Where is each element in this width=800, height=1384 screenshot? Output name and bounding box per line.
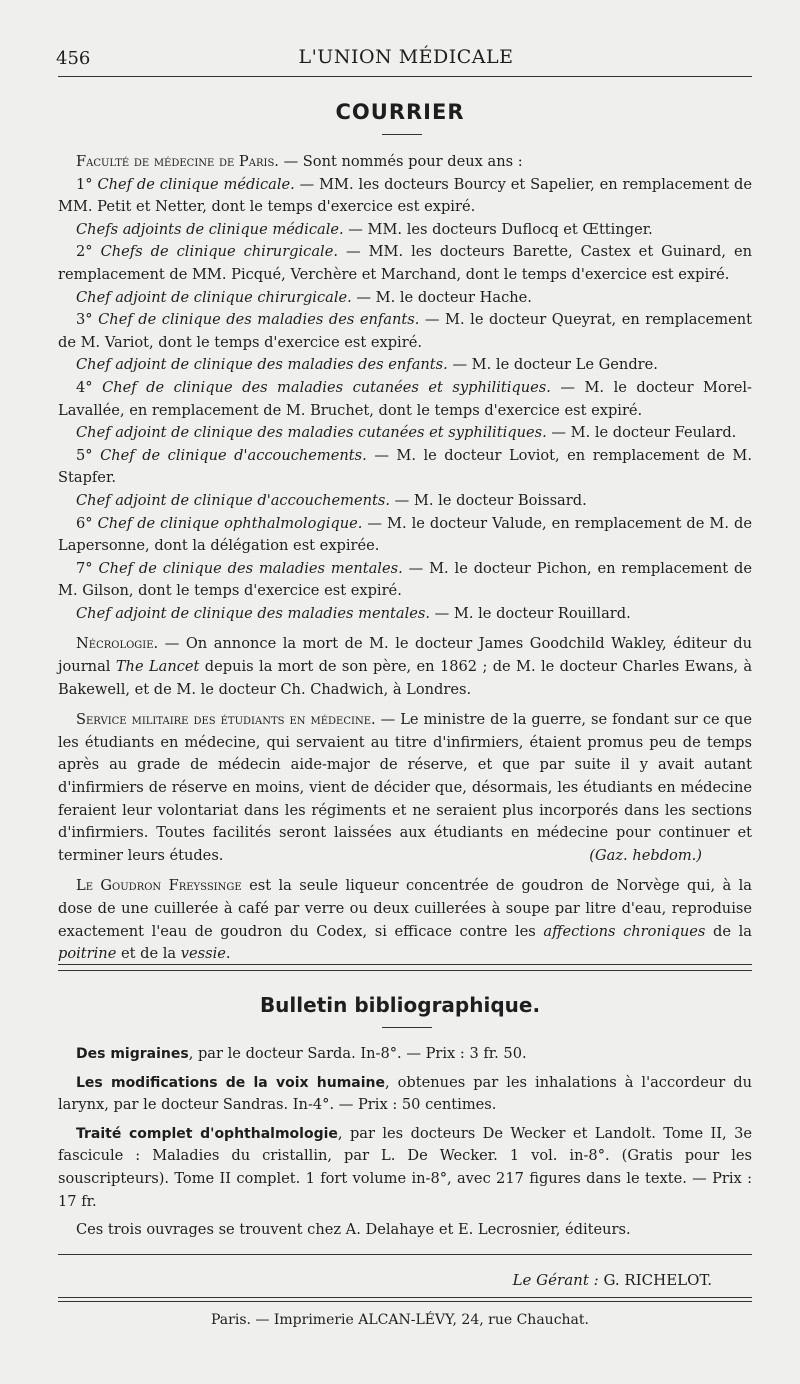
service-source: (Gaz. hebdom.) [589,846,702,864]
nomination-number: 5° [76,446,101,464]
nomination-title: Chef adjoint de clinique chirurgicale. [76,288,352,306]
nomination-number: 7° [76,559,99,577]
book-title: Traité complet d'ophthalmologie [76,1125,338,1142]
book-details: , par les docteurs De Wecker et Landolt. Tome II, 3e fascicule : Maladies du cristallin, par L. De Wecker. 1 vol. in-8°. (Gratis pour les souscripteurs). Tome II complet. 1 fort volume in-8°, avec 217 figures dans le texte. — Prix : 17 fr. [58,1124,752,1210]
nomination-text: — M. le docteur Queyrat, en remplacement de M. Variot, dont le temps d'exercice est expiré. [58,311,752,351]
necrologie-paragraph [58,633,752,701]
goudron-poitrine: poitrine [58,945,117,963]
service-paragraph [58,709,752,867]
nomination-paragraph [58,445,752,490]
nomination-text: — M. le docteur Morel-Lavallée, en remplacement de M. Bruchet, dont le temps d'exercice est expiré. [58,378,752,419]
bulletin-divider [382,1027,432,1028]
nomination-paragraph [58,603,752,626]
nomination-text: — MM. les docteurs Bourcy et Sapelier, en remplacement de MM. Petit et Netter, dont le temps d'exercice est expiré. [58,175,752,216]
nomination-paragraph [58,219,752,242]
nomination-text: — M. le docteur Le Gendre. [447,356,658,374]
section-double-rule [58,964,752,971]
nomination-title: Chef adjoint de clinique d'accouchements. [76,491,391,509]
service-text: — Le ministre de la guerre, se fondant sur ce que les étudiants en médecine, qui servaient au titre d'infirmiers, étaient promus peu de temps après au grade de médecin aide-major de réserve, et que par suite il y avait autant d'infirmiers de réserve en moins, vient de décider que, désormais, les étudiants en médecine feraient leur volontariat dans les régiments et ne seraient plus incorporés dans les sections d'infirmiers. Toutes facilités seront laissées aux étudiants en médecine pour continuer et terminer leurs études. [58,711,752,864]
page-header [56,44,756,74]
nomination-title: Chefs de clinique chirurgicale. [100,243,339,261]
nomination-text: — M. le docteur Pichon, en remplacement de M. Gilson, dont le temps d'exercice est expiré. [58,559,752,600]
faculte-text: — Sont nommés pour deux ans : [278,153,523,170]
gerant-signature [513,1271,712,1289]
nomination-title: Chef adjoint de clinique des maladies des enfants. [76,356,448,374]
book-details: , obtenues par les inhalations à l'accordeur du larynx, par le docteur Sandras. In-4°. — Prix : 50 centimes. [58,1073,752,1114]
nomination-title: Chef adjoint de clinique des maladies cutanées et syphilitiques. [76,424,547,442]
nomination-paragraph [58,513,752,558]
nomination-text: — M. le docteur Loviot, en remplacement de M. Stapfer. [58,446,752,487]
book-details: , par le docteur Sarda. In-8°. — Prix : 3 fr. 50. [188,1045,527,1062]
nomination-title: Chef de clinique médicale. [97,175,295,193]
goudron-text2: de la [705,922,753,940]
book-title: Les modifications de la voix humaine [76,1074,386,1091]
goudron-affections: affections chroniques [543,922,706,940]
footer-double-rule [58,1297,752,1302]
nomination-text: — MM. les docteurs Barette, Castex et Guinard, en remplacement de MM. Picqué, Verchère et Marchand, dont le temps d'exercice est expiré. [58,243,752,283]
nomination-paragraph [58,558,752,603]
nomination-title: Chefs adjoints de clinique médicale. [76,220,344,238]
nominations-list [58,174,752,626]
service-label: Service militaire des étudiants en médecine. [76,711,376,729]
nomination-number: 3° [76,311,99,329]
bulletin-section [58,1043,752,1242]
nomination-text: — M. le docteur Feulard. [546,424,737,442]
nomination-number: 2° [76,243,101,261]
gerant-name: G. RICHELOT. [603,1271,712,1289]
printer-line: Paris. — Imprimerie ALCAN-LÉVY, 24, rue Chauchat. [211,1312,589,1328]
faculte-label: Faculté de médecine de Paris. [76,153,279,170]
nomination-text: — MM. les docteurs Duflocq et Œttinger. [343,220,653,238]
nomination-title: Chef de clinique d'accouchements. [100,446,367,464]
nomination-paragraph [58,309,752,354]
journal-name: The Lancet [115,658,200,676]
nomination-paragraph [58,174,752,219]
nomination-text: — M. le docteur Valude, en remplacement de M. de Lapersonne, dont la délégation est expirée. [58,514,752,555]
nomination-paragraph [58,354,752,377]
page-number: 456 [56,48,91,69]
nomination-text: — M. le docteur Hache. [351,288,532,306]
book-title: Des migraines [76,1046,189,1062]
nomination-title: Chef adjoint de clinique des maladies mentales. [76,604,431,622]
journal-title: L'UNION MÉDICALE [298,46,514,68]
bibliography-entry [58,1123,752,1213]
nomination-paragraph [58,490,752,513]
goudron-label: Le Goudron Freyssinge [76,877,242,895]
nomination-title: Chef de clinique des maladies cutanées et syphilitiques. [102,378,551,396]
nomination-paragraph [58,422,752,445]
bulletin-title: Bulletin bibliographique. [259,993,541,1017]
nomination-title: Chef de clinique des maladies des enfants. [98,311,420,329]
nomination-text: — M. le docteur Boissard. [390,491,587,509]
necrologie-label: Nécrologie. [76,635,159,653]
necrologie-text-end: depuis la mort de son père, en 1862 ; de M. le docteur Charles Ewans, à Bakewell, et de M. le docteur Ch. Chadwich, à Londres. [58,658,753,698]
nomination-paragraph [58,241,752,286]
header-rule [58,76,752,77]
necrologie-text: — On annonce la mort de M. le docteur James Goodchild Wakley, éditeur du journal [58,635,752,676]
bibliography-entry [58,1072,752,1117]
nomination-title: Chef de clinique des maladies mentales. [98,559,403,577]
bibliography-entry [58,1043,752,1066]
courrier-title: COURRIER [335,100,465,124]
goudron-text3: et de la [116,945,181,963]
nomination-number: 4° [76,378,103,396]
nomination-title: Chef de clinique ophthalmologique. [97,514,363,532]
nomination-paragraph [58,377,752,422]
goudron-paragraph [58,875,752,965]
bibliography-list [58,1043,752,1213]
faculte-paragraph [58,151,752,174]
goudron-text: est la seule liqueur concentrée de goudron de Norvège qui, à la dose de une cuillerée à café par verre ou deux cuillerées à soupe par litre d'eau, reproduise exactement l'eau de goudron du Codex, si efficace contre les [58,877,752,940]
title-divider [382,134,422,135]
bottom-rule [58,1254,752,1255]
nomination-text: — M. le docteur Rouillard. [430,604,631,622]
nomination-paragraph [58,287,752,310]
nomination-number: 6° [76,514,98,532]
goudron-text4: . [225,945,231,963]
bulletin-footer-note: Ces trois ouvrages se trouvent chez A. Delahaye et E. Lecrosnier, éditeurs. [76,1221,631,1239]
goudron-vessie: vessie [180,945,226,963]
gerant-label: Le Gérant : [512,1271,599,1289]
nomination-number: 1° [76,175,98,193]
courrier-section [58,151,752,966]
